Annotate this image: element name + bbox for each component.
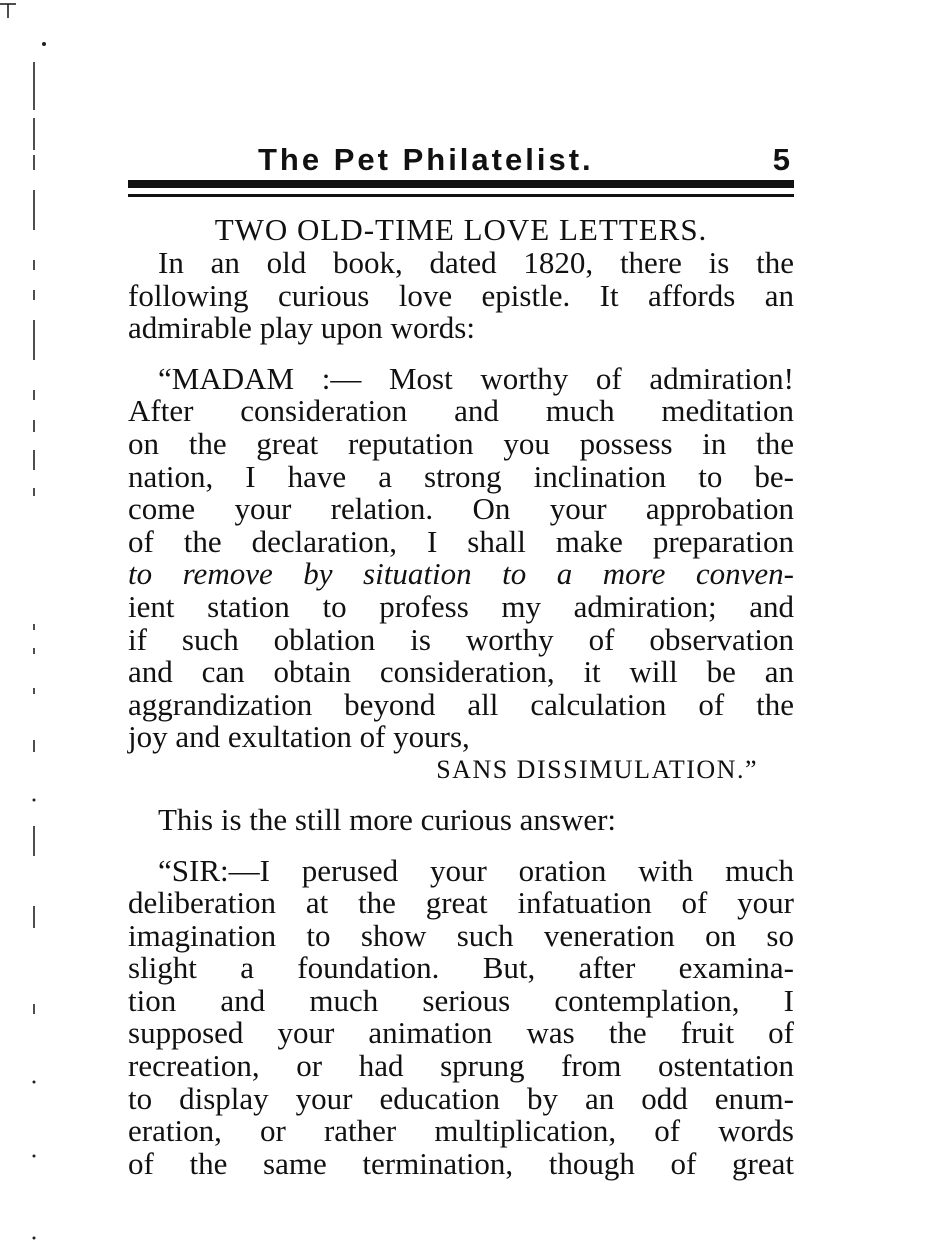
text-line: imagination to show such veneration on so bbox=[128, 917, 794, 953]
header-rule-thin bbox=[128, 194, 794, 197]
transition-paragraph bbox=[128, 801, 794, 837]
text-line: joy and exultation of yours, bbox=[128, 719, 470, 755]
text-line: following curious love epistle. It affords an bbox=[128, 277, 794, 313]
text-line: come your relation. On your approbation bbox=[128, 491, 794, 527]
text-line: and can obtain consideration, it will be an bbox=[128, 654, 794, 690]
running-head-title: The Pet Philatelist. bbox=[258, 142, 594, 177]
letter-sir bbox=[128, 852, 794, 1181]
page-number: 5 bbox=[772, 142, 790, 177]
intro-paragraph bbox=[128, 247, 794, 345]
text-line: “SIR:—I perused your oration with much bbox=[158, 852, 794, 888]
text-line: supposed your animation was the fruit of bbox=[128, 1015, 794, 1051]
text-line: of the declaration, I shall make preparation bbox=[128, 523, 794, 559]
text-line: to remove by situation to a more conven- bbox=[128, 556, 794, 592]
article-heading: TWO OLD-TIME LOVE LETTERS. bbox=[214, 212, 708, 247]
text-line: slight a foundation. But, after examina- bbox=[128, 950, 794, 986]
text-line: After consideration and much meditation bbox=[128, 393, 794, 429]
text-line: on the great reputation you possess in the bbox=[128, 425, 794, 461]
text-line: deliberation at the great infatuation of your bbox=[128, 885, 794, 921]
text-line: admirable play upon words: bbox=[128, 310, 475, 346]
text-line: tion and much serious contemplation, I bbox=[128, 982, 794, 1018]
text-line: to display your education by an odd enum- bbox=[128, 1080, 794, 1116]
text-line: recreation, or had sprung from ostentation bbox=[128, 1048, 794, 1084]
text-line: In an old book, dated 1820, there is the bbox=[158, 245, 794, 280]
letter-madam-signature: SANS DISSIMULATION.” bbox=[436, 754, 758, 784]
text-line: “MADAM :— Most worthy of admiration! bbox=[158, 360, 794, 396]
text-line: if such oblation is worthy of observation bbox=[128, 621, 794, 657]
text-line: This is the still more curious answer: bbox=[158, 801, 617, 837]
letter-madam bbox=[128, 360, 794, 755]
running-head bbox=[128, 140, 794, 180]
text-line: of the same termination, though of great bbox=[128, 1145, 794, 1181]
text-line: ient station to profess my admiration; and bbox=[128, 588, 794, 624]
text-line: eration, or rather multiplication, of words bbox=[128, 1113, 794, 1149]
book-page bbox=[128, 140, 794, 1180]
text-line: nation, I have a strong inclination to be- bbox=[128, 458, 794, 494]
header-rule-thick bbox=[128, 180, 794, 188]
text-line: aggrandization beyond all calculation of the bbox=[128, 686, 794, 722]
margin-scan-marks bbox=[0, 0, 60, 1256]
